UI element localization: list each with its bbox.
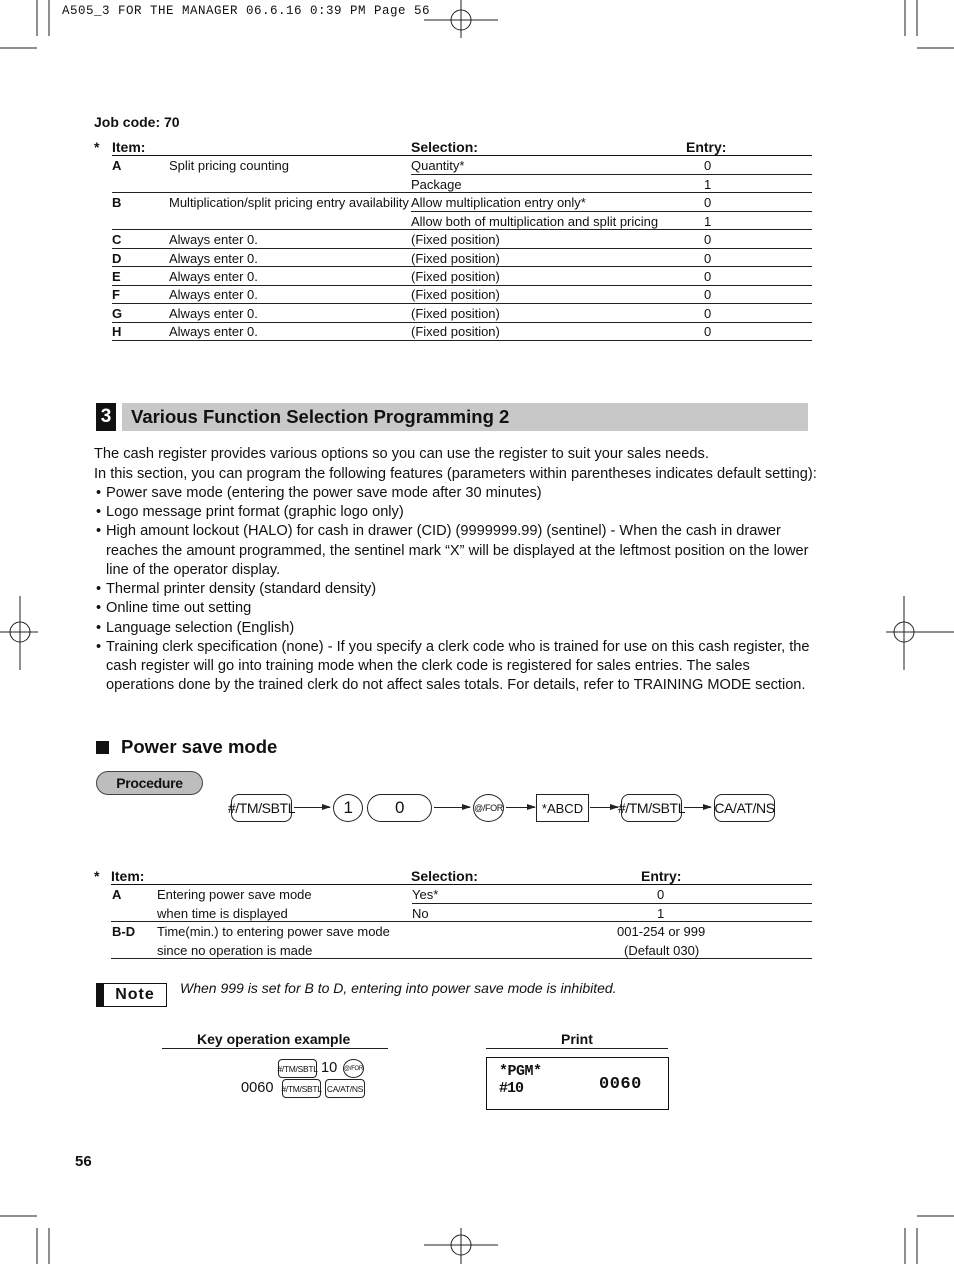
- ca-at-ns-small-key: CA/AT/NS: [325, 1079, 365, 1098]
- row-letter: A: [112, 887, 122, 902]
- row-letter: C: [112, 232, 122, 247]
- row-entry: 1: [704, 214, 712, 229]
- row-entry: 0: [657, 887, 665, 902]
- row-desc: since no operation is made: [157, 943, 313, 958]
- selection-header: Selection:: [411, 139, 478, 155]
- print-slug: A505_3 FOR THE MANAGER 06.6.16 0:39 PM Page 56: [62, 4, 431, 18]
- row-divider: [112, 248, 812, 249]
- row-desc: Multiplication/split pricing entry availability: [169, 195, 409, 210]
- row-selection: Allow both of multiplication and split pricing: [411, 214, 659, 229]
- row-divider: [412, 903, 812, 904]
- section-title: Various Function Selection Programming 2: [131, 406, 510, 427]
- list-item: Thermal printer density (standard density): [106, 581, 377, 597]
- example-number-2: 0060: [241, 1080, 274, 1096]
- receipt-print-box: [486, 1057, 669, 1110]
- arrow-icon: [684, 807, 711, 808]
- table-divider: [111, 884, 812, 885]
- list-item-continued: operations done by the trained clerk do not affect sales totals. For details, refer to TRAINING MODE section.: [106, 677, 806, 693]
- row-divider: [112, 340, 812, 341]
- row-desc: when time is displayed: [157, 906, 288, 921]
- item-header: Item:: [111, 868, 145, 884]
- row-divider: [112, 192, 812, 193]
- row-desc: Entering power save mode: [157, 887, 312, 902]
- note-label: Note: [115, 986, 155, 1003]
- row-letter: D: [112, 251, 122, 266]
- list-item: Logo message print format (graphic logo only): [106, 504, 404, 520]
- row-entry: 0: [704, 306, 712, 321]
- receipt-title: *PGM*: [499, 1063, 542, 1080]
- print-underline: [486, 1048, 668, 1049]
- row-desc: Time(min.) to entering power save mode: [157, 924, 390, 939]
- row-entry: 0: [704, 287, 712, 302]
- required-star: *: [94, 868, 100, 884]
- bullet: •: [96, 620, 102, 636]
- row-letter: B-D: [112, 924, 136, 939]
- example-number-1: 10: [321, 1060, 338, 1076]
- row-entry: 0: [704, 232, 712, 247]
- arrow-icon: [590, 807, 618, 808]
- row-selection: Yes*: [412, 887, 439, 902]
- row-letter: E: [112, 269, 121, 284]
- row-desc: Always enter 0.: [169, 287, 258, 302]
- intro-line-2: In this section, you can program the following features (parameters within parentheses indicates default setting):: [94, 466, 817, 482]
- row-desc: Always enter 0.: [169, 324, 258, 339]
- row-desc: Always enter 0.: [169, 232, 258, 247]
- row-desc: Always enter 0.: [169, 269, 258, 284]
- bullet: •: [96, 523, 102, 539]
- tm-sbtl-small-key-2: #/TM/SBTL: [282, 1079, 321, 1098]
- job-code-label: Job code: 70: [94, 114, 180, 130]
- section-title-bar: [122, 403, 808, 431]
- bullet: •: [96, 504, 102, 520]
- row-divider: [112, 285, 812, 286]
- for-small-key: @/FOR: [343, 1059, 364, 1078]
- digit-zero-key: 0: [367, 794, 432, 822]
- row-divider: [112, 266, 812, 267]
- row-entry: 1: [657, 906, 665, 921]
- receipt-code: #10: [499, 1080, 524, 1097]
- row-selection: (Fixed position): [411, 324, 500, 339]
- row-divider: [111, 921, 812, 922]
- row-entry: 1: [704, 177, 712, 192]
- row-divider: [411, 174, 812, 175]
- row-divider: [112, 229, 812, 230]
- for-key: @/FOR: [473, 794, 504, 822]
- bullet: •: [96, 600, 102, 616]
- item-header: Item:: [112, 139, 146, 155]
- square-bullet-icon: [96, 741, 109, 754]
- row-selection: (Fixed position): [411, 251, 500, 266]
- section-number-badge: 3: [96, 403, 116, 431]
- receipt-value: 0060: [599, 1075, 642, 1094]
- abcd-input-box: *ABCD: [536, 794, 589, 822]
- ca-at-ns-key: CA/AT/NS: [714, 794, 775, 822]
- bullet: •: [96, 485, 102, 501]
- tm-sbtl-small-key: #/TM/SBTL: [278, 1059, 317, 1078]
- list-item-continued: cash register will go into training mode when the clerk code is registered for sales entries. The sales: [106, 658, 750, 674]
- row-desc: Split pricing counting: [169, 158, 289, 173]
- row-entry: 0: [704, 251, 712, 266]
- print-label: Print: [561, 1031, 593, 1047]
- row-letter: H: [112, 324, 122, 339]
- row-desc: Always enter 0.: [169, 306, 258, 321]
- list-item-continued: line of the operator display.: [106, 562, 281, 578]
- row-selection: (Fixed position): [411, 232, 500, 247]
- row-entry: (Default 030): [624, 943, 700, 958]
- page-number: 56: [75, 1153, 92, 1170]
- entry-header: Entry:: [686, 139, 727, 155]
- row-selection: No: [412, 906, 429, 921]
- row-entry: 0: [704, 195, 712, 210]
- row-divider: [112, 322, 812, 323]
- row-entry: 0: [704, 324, 712, 339]
- digit-one-key: 1: [333, 794, 363, 822]
- row-letter: F: [112, 287, 120, 302]
- row-selection: Allow multiplication entry only*: [411, 195, 586, 210]
- list-item-continued: reaches the amount programmed, the sentinel mark “X” will be displayed at the leftmost position on the lower: [106, 543, 809, 559]
- row-letter: B: [112, 195, 122, 210]
- arrow-icon: [294, 807, 330, 808]
- example-underline: [162, 1048, 388, 1049]
- tm-sbtl-key: #/TM/SBTL: [231, 794, 292, 822]
- row-selection: (Fixed position): [411, 306, 500, 321]
- row-divider: [112, 303, 812, 304]
- row-letter: A: [112, 158, 122, 173]
- arrow-icon: [506, 807, 535, 808]
- note-badge-bar: [97, 984, 104, 1006]
- row-selection: (Fixed position): [411, 287, 500, 302]
- bullet: •: [96, 581, 102, 597]
- row-divider: [411, 211, 812, 212]
- table-divider: [112, 155, 812, 156]
- entry-header: Entry:: [641, 868, 682, 884]
- power-save-title: Power save mode: [121, 736, 278, 757]
- list-item: Power save mode (entering the power save mode after 30 minutes): [106, 485, 542, 501]
- list-item: Language selection (English): [106, 620, 295, 636]
- bullet: •: [96, 639, 102, 655]
- note-text: When 999 is set for B to D, entering into power save mode is inhibited.: [180, 980, 617, 996]
- arrow-icon: [434, 807, 470, 808]
- row-divider: [111, 958, 812, 959]
- list-item: Online time out setting: [106, 600, 252, 616]
- procedure-badge: Procedure: [96, 771, 203, 795]
- row-entry: 001-254 or 999: [617, 924, 706, 939]
- row-letter: G: [112, 306, 123, 321]
- row-selection: Quantity*: [411, 158, 465, 173]
- selection-header: Selection:: [411, 868, 478, 884]
- row-entry: 0: [704, 158, 712, 173]
- tm-sbtl-key-2: #/TM/SBTL: [621, 794, 682, 822]
- list-item: High amount lockout (HALO) for cash in drawer (CID) (9999999.99) (sentinel) - When the cash in drawer: [106, 523, 781, 539]
- key-operation-example-label: Key operation example: [197, 1031, 351, 1047]
- intro-line-1: The cash register provides various options so you can use the register to suit your sales needs.: [94, 446, 709, 462]
- row-entry: 0: [704, 269, 712, 284]
- row-selection: Package: [411, 177, 462, 192]
- row-desc: Always enter 0.: [169, 251, 258, 266]
- note-badge: [96, 983, 167, 1007]
- list-item: Training clerk specification (none) - If you specify a clerk code who is trained for use on this cash register, the: [106, 639, 810, 655]
- row-selection: (Fixed position): [411, 269, 500, 284]
- required-star: *: [94, 139, 100, 155]
